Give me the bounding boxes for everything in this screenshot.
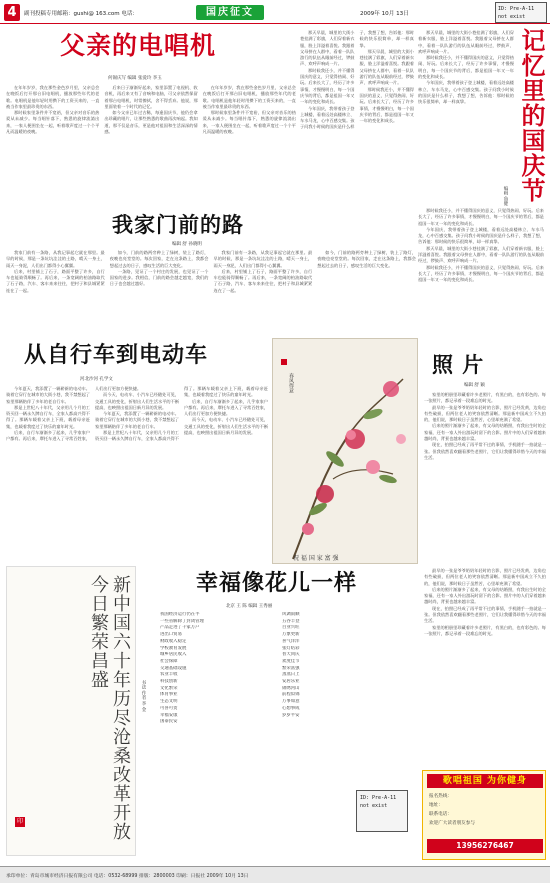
photo-para: 现在，拍照已经成了再平常不过的事情，手机随手一拍就是一张。但我依然喜欢翻看那些老照片，它们让我懂得珍惜今天的幸福生活。 — [424, 442, 546, 460]
stamp-line-2: not exist — [360, 803, 388, 809]
issue-date: 2009年 10月 13日 — [360, 11, 409, 17]
bike-para: 而今天，电动车、小汽车已经随处可见，交通工具的变化，折射出人们生活水平的不断提高，也映照出祖国日新月异的发展。 — [95, 392, 179, 410]
phonograph-para: 在年年岁岁，我在那些金色岁月里，父亲总会在晚饭后打开那台旧电唱机，播放那些年代的老歌。电唱机是他年轻时用攒下的工资买来的，一直被当作家里最珍贵的东西。 — [6, 85, 100, 109]
list-item: 科技创新 — [160, 679, 178, 685]
door-para: 后来，村里铺上了石子，路面平整了许多，自行车也能骑得顺畅了。再后来，一条宽阔的柏油路取代了石子路，汽车、客车来来往往，把村子和县城紧紧连在了一起。 — [6, 268, 105, 293]
door-para: 如今，门前的路两旁种上了绿树，装上了路灯，夜晚也亮堂堂的。每次回家，走在这条路上，我都会想起过去的日子，感叹生活的巨大变化。 — [109, 250, 209, 268]
flower-title: 幸福像花儿一样 — [196, 571, 358, 596]
bike-para: 后来，自行车渐渐多了起来，几乎家家户户都有。再后来，摩托车进入了寻常百姓家，人们出行更加方便快捷。 — [184, 398, 268, 417]
list-item: 社会保障 — [160, 658, 178, 664]
list-item: 蒸蒸日上 — [282, 672, 300, 678]
middle-top-body — [300, 30, 414, 198]
memory-para: 那时候我还小，并不懂得国庆的意义，只觉得热闹、好玩。后来长大了，经历了许多事情，才慢慢明白，每一个国庆节的背后，都是祖国一年又一年的变化和成长。 — [418, 208, 544, 226]
bike-para: 那是上世纪八十年代，父亲用几个月的工资买回一辆永久牌自行车，全家人都高兴得不得了。那辆车载着父亲上下班，载着母亲赶集，也载着我度过了快乐的童年时光。 — [95, 386, 268, 442]
phonograph-para: 如今父亲已年过古稀，每逢国庆节，他仍会拿出珍藏的唱片，让那些熟悉的歌曲再次响起。我知道，那不仅是音乐，更是他对祖国和生活深深的情感。 — [104, 110, 198, 135]
memory-byline: 编辑 鲁健 — [503, 186, 508, 206]
phonograph-para: 在年年岁岁，我在那些金色岁月里，父亲总会在晚饭后打开那台旧电唱机，播放那些年代的老歌。电唱机是他年轻时用攒下的工资买来的，一直被当作家里最珍贵的东西。 — [202, 85, 296, 109]
photo-para: 后来的照片渐渐多了起来，有父母的结婚照，有我出生时的全家福，还有一家人外出游玩时留下的合影。照片中的人们穿着越来越时尚，背景也越来越丰富。 — [424, 423, 546, 442]
memory-para: 今年国庆，我带着孩子登上城楼，看着远处高楼林立、车水马龙，心中百感交集。孩子问我小时候的国庆是什么样子，我想了想，告诉他：那时候的快乐很简单，却一样真挚。 — [418, 80, 514, 105]
page-number: 4 — [7, 5, 17, 20]
door-body — [6, 250, 416, 332]
phonograph-body — [6, 85, 296, 195]
ad-line: 欢迎广大读者朋友参与 — [429, 821, 475, 826]
masthead — [0, 0, 550, 24]
memory-para: 那天早晨，城里的大街小巷挂满了彩旗，人们穿着新衣服，脸上洋溢着喜悦。我跟着父母挤在人群中，看着一队队游行的队伍从眼前经过，锣鼓声、欢呼声响成一片。 — [418, 245, 544, 264]
list-item: 欢度佳节 — [282, 658, 300, 664]
ad-line: 报名热线： — [429, 794, 452, 799]
list-item: 可喜可贺 — [160, 705, 178, 711]
list-item: 岁岁平安 — [282, 712, 300, 718]
phonograph-para: 后来日子渐渐好起来，家里添置了电视机、收音机，再后来又有了音响和电脑，可父亲依然保留着那台电唱机，时常擦拭，舍不得丢弃。他说，那里面装着一个时代的记忆。 — [104, 85, 198, 109]
footer-text: 承印单位：青岛市城市经济日报有限公司 电话：0532-68999 排版：2800003 印刷：日报社 2009年 10月 13日 — [6, 874, 249, 879]
photo-title: 照 片 — [432, 353, 485, 377]
bike-para: 今年夏天，我添置了一辆崭新的电动车。骑着它穿行在城市的大街小巷，我不禁想起了家里那辆陪伴了多年的老自行车。 — [6, 386, 90, 404]
memory-para: 那时候我还小，并不懂得国庆的意义，只觉得热闹、好玩。后来长大了，经历了许多事情，才慢慢明白，每一个国庆节的背后，都是祖国一年又一年的变化和成长。 — [300, 67, 355, 105]
list-item: 万象更新 — [282, 632, 300, 638]
door-para: 如今，门前的路两旁种上了绿树，装上了路灯，夜晚也亮堂堂的。每次回家，走在这条路上，我都会想起过去的日子，感叹生活的巨大变化。 — [317, 250, 416, 268]
memory-para: 那时候我还小，并不懂得国庆的意义，只觉得热闹、好玩。后来长大了，经历了许多事情，才慢慢明白，每一个国庆节的背后，都是祖国一年又一年的变化和成长。 — [418, 264, 544, 283]
photo-para: 家里的相册里珍藏着许多老照片，有黑白的，也有彩色的。每一张照片，都记录着一段难忘的时光。 — [424, 624, 546, 636]
calligraphy-scroll — [6, 566, 136, 856]
painting-seal — [281, 359, 287, 365]
section-banner — [196, 5, 264, 20]
paper-line: 副刊投稿专用邮箱：gushi@ 163.com 电话： — [24, 11, 138, 17]
list-item: 幸福安康 — [160, 712, 178, 718]
memory-para: 今年国庆，我带着孩子登上城楼，看着远处高楼林立、车水马龙，心中百感交集。孩子问我小时候的国庆是什么样子，我想了想，告诉他：那时候的快乐很简单，却一样真挚。 — [418, 226, 544, 245]
memory-title: 记忆里的国庆节 — [517, 28, 546, 203]
door-para: 我家门前有一条路，从我记事起它就在那里。最早的时候，那是一条坑坑洼洼的土路，晴天一身土，雨天一身泥，人们出门都得小心翼翼。 — [213, 250, 313, 268]
list-item: 一些省解除了封闭管理 — [160, 618, 204, 624]
phonograph-para: 那时候家里条件并不宽裕，但父亲对音乐的热爱从未减少。每当唱针落下，熟悉的旋律流淌出来，一家人便围坐在一起，听着歌声度过一个个平凡而温暖的夜晚。 — [6, 110, 100, 135]
door-para: 一条路，见证了一个村庄的发展，也见证了一个国家的进步。我相信，门前的路会越走越宽，我们的日子也会越过越好。 — [109, 268, 209, 287]
photo-para: 家里的相册里珍藏着许多老照片，有黑白的，也有彩色的。每一张照片，都记录着一段难忘的时光。 — [424, 392, 546, 404]
photo-para: 现在，拍照已经成了再平常不过的事情，手机随手一拍就是一张。但我依然喜欢翻看那些老照片，它们让我懂得珍惜今天的幸福生活。 — [424, 605, 546, 624]
list-item: 百业兴旺 — [282, 625, 300, 631]
ad-line: 联系电话： — [429, 812, 452, 817]
bike-para: 今年夏天，我添置了一辆崭新的电动车。骑着它穿行在城市的大街小巷，我不禁想起了家里那辆陪伴了多年的老自行车。 — [95, 411, 179, 429]
list-item: 锦绣河山 — [282, 685, 300, 691]
phonograph-title: 父亲的电唱机 — [60, 31, 217, 60]
photo-para: 最早的一张是爷爷奶奶年轻时的合影，照片已经发黄，边角也有些破损，但两位老人的笑容依然清晰。那是新中国成立不久拍的，他们说，那时候日子虽然苦，心里却充满了希望。 — [424, 404, 546, 423]
memory-para: 那时候我还小，并不懂得国庆的意义，只觉得热闹、好玩。后来长大了，经历了许多事情，才慢慢明白，每一个国庆节的背后，都是祖国一年又一年的变化和成长。 — [359, 86, 414, 124]
memory-para: 那天早晨，城里的大街小巷挂满了彩旗，人们穿着新衣服，脸上洋溢着喜悦。我跟着父母挤在人群中，看着一队队游行的队伍从眼前经过，锣鼓声、欢呼声响成一片。 — [359, 48, 414, 86]
section-title: 国庆征文 — [206, 7, 254, 18]
ad-phone-bar — [427, 839, 543, 853]
bike-para: 后来，自行车渐渐多了起来，几乎家家户户都有。再后来，摩托车进入了寻常百姓家，人们出行更加方便快捷。 — [6, 386, 142, 442]
memory-para: 那天早晨，城里的大街小巷挂满了彩旗，人们穿着新衣服，脸上洋溢着喜悦。我跟着父母挤在人群中，看着一队队游行的队伍从眼前经过，锣鼓声、欢呼声响成一片。 — [300, 30, 355, 67]
bike-title: 从自行车到电动车 — [24, 343, 209, 368]
stamp-line-1: ID: Pre-A-11 — [360, 795, 397, 801]
list-item: 风调雨顺 — [282, 612, 300, 617]
calligraphy-artwork: 新中国六十年历尽沧桑改革开放今日繁荣昌盛 — [88, 575, 131, 841]
ad-box — [422, 770, 546, 860]
stamp-line-1: ID: Pre-A-11 — [498, 6, 535, 12]
list-item: 文化繁荣 — [160, 685, 178, 691]
door-title: 我家门前的路 — [112, 213, 244, 237]
svg-text:春风得意: 春风得意 — [288, 373, 294, 393]
phonograph-byline: 何锡庆写 编辑 张爱玲 李玉 — [108, 76, 162, 81]
list-item: 安居乐业 — [282, 679, 300, 685]
list-item: 产品走进了千家万户 — [160, 625, 200, 631]
list-item: 心想事成 — [282, 705, 300, 711]
ad-line: 地址： — [429, 803, 443, 808]
photo-para: 最早的一张是爷爷奶奶年轻时的合影，照片已经发黄，边角也有些破损，但两位老人的笑容依然清晰。那是新中国成立不久拍的，他们说，那时候日子虽然苦，心里却充满了希望。 — [424, 568, 546, 586]
list-item: 财政收入稳定 — [160, 638, 187, 644]
masthead-rule — [0, 23, 550, 24]
list-item: 进出口贸易 — [160, 632, 182, 638]
painting-illustration — [273, 339, 418, 564]
flower-col-right — [282, 612, 352, 856]
memory-body-continued — [418, 208, 544, 346]
flower-col-left — [160, 612, 272, 856]
ad-phone: 13956276467 — [456, 841, 514, 850]
calligraphy-seal: 印 — [16, 818, 23, 825]
image-stamp — [495, 2, 547, 23]
flower-painting — [272, 338, 418, 564]
list-item: 繁荣富强 — [282, 665, 300, 671]
photo-para: 后来的照片渐渐多了起来，有父母的结婚照，有我出生时的全家福，还有一家人外出游玩时留下的合影。照片中的人们穿着越来越时尚，背景也越来越丰富。 — [424, 586, 546, 605]
stamp-line-2: not exist — [498, 14, 526, 20]
door-para: 后来，村里铺上了石子，路面平整了许多，自行车也能骑得顺畅了。再后来，一条宽阔的柏油路取代了石子路，汽车、客车来来往往，把村子和县城紧紧连在了一起。 — [213, 268, 313, 293]
photo-body — [424, 392, 546, 556]
memory-para: 那时候我还小，并不懂得国庆的意义，只觉得热闹、好玩。后来长大了，经历了许多事情，才慢慢明白，每一个国庆节的背后，都是祖国一年又一年的变化和成长。 — [418, 55, 514, 80]
list-item: 张灯结彩 — [282, 645, 300, 651]
list-item: 城乡居民收入 — [160, 652, 187, 658]
bike-para: 那是上世纪八十年代，父亲用几个月的工资买回一辆永久牌自行车，全家人都高兴得不得了。那辆车载着父亲上下班，载着母亲赶集，也载着我度过了快乐的童年时光。 — [6, 404, 90, 429]
memory-para: 今年国庆，我带着孩子登上城楼，看着远处高楼林立、车水马龙，心中百感交集。孩子问我小时候的国庆是什么样子，我想了想，告诉他：那时候的快乐很简单，却一样真挚。 — [300, 30, 414, 130]
list-item: 五谷丰登 — [282, 618, 300, 624]
memory-body — [418, 30, 514, 205]
calligraphy-note: 书法 作者 李 金 — [141, 680, 146, 712]
list-item: 国泰民安 — [160, 719, 178, 725]
ad-title: 歌唱祖国 为你健身 — [427, 774, 543, 788]
image-stamp-2 — [356, 790, 408, 832]
list-item: 学校教育发展 — [160, 645, 187, 651]
photo-byline: 编辑 舒 颖 — [464, 383, 485, 388]
door-para: 我家门前有一条路，从我记事起它就在那里。最早的时候，那是一条坑坑洼洼的土路，晴天一身土，雨天一身泥，人们出门都得小心翼翼。 — [6, 250, 105, 268]
list-item: 生态文明 — [160, 699, 178, 705]
list-item: 前程似锦 — [282, 692, 300, 698]
door-byline: 编辑 舒 孙晓明 — [172, 242, 202, 247]
phonograph-para: 那时候家里条件并不宽裕，但父亲对音乐的热爱从未减少。每当唱针落下，熟悉的旋律流淌出来，一家人便围坐在一起，听着歌声度过一个个平凡而温暖的夜晚。 — [202, 110, 296, 135]
painting-caption: 祝 福 国 家 富 强 — [293, 555, 339, 562]
bike-para: 而今天，电动车、小汽车已经随处可见，交通工具的变化，折射出人们生活水平的不断提高，也映照出祖国日新月异的发展。 — [184, 417, 268, 436]
list-item: 交通基础设施 — [160, 665, 187, 671]
list-item: 体育事业 — [160, 692, 178, 698]
list-item: 我国经济运行仍在半 — [160, 612, 200, 617]
photo-body-continued — [424, 568, 546, 764]
flower-byline: 北京 王 陈 编辑 王秀丽 — [226, 604, 273, 609]
list-item: 农业丰收 — [160, 672, 178, 678]
bike-body — [6, 386, 268, 558]
memory-para: 那天早晨，城里的大街小巷挂满了彩旗，人们穿着新衣服，脸上洋溢着喜悦。我跟着父母挤在人群中，看着一队队游行的队伍从眼前经过，锣鼓声、欢呼声响成一片。 — [418, 30, 514, 54]
list-item: 普天同庆 — [282, 652, 300, 658]
list-item: 万事如意 — [282, 699, 300, 705]
footer-bar — [0, 866, 550, 883]
list-item: 喜气洋洋 — [282, 638, 300, 644]
bike-byline: 河北沙河 孔学文 — [80, 377, 113, 382]
page-number-badge — [4, 4, 20, 21]
